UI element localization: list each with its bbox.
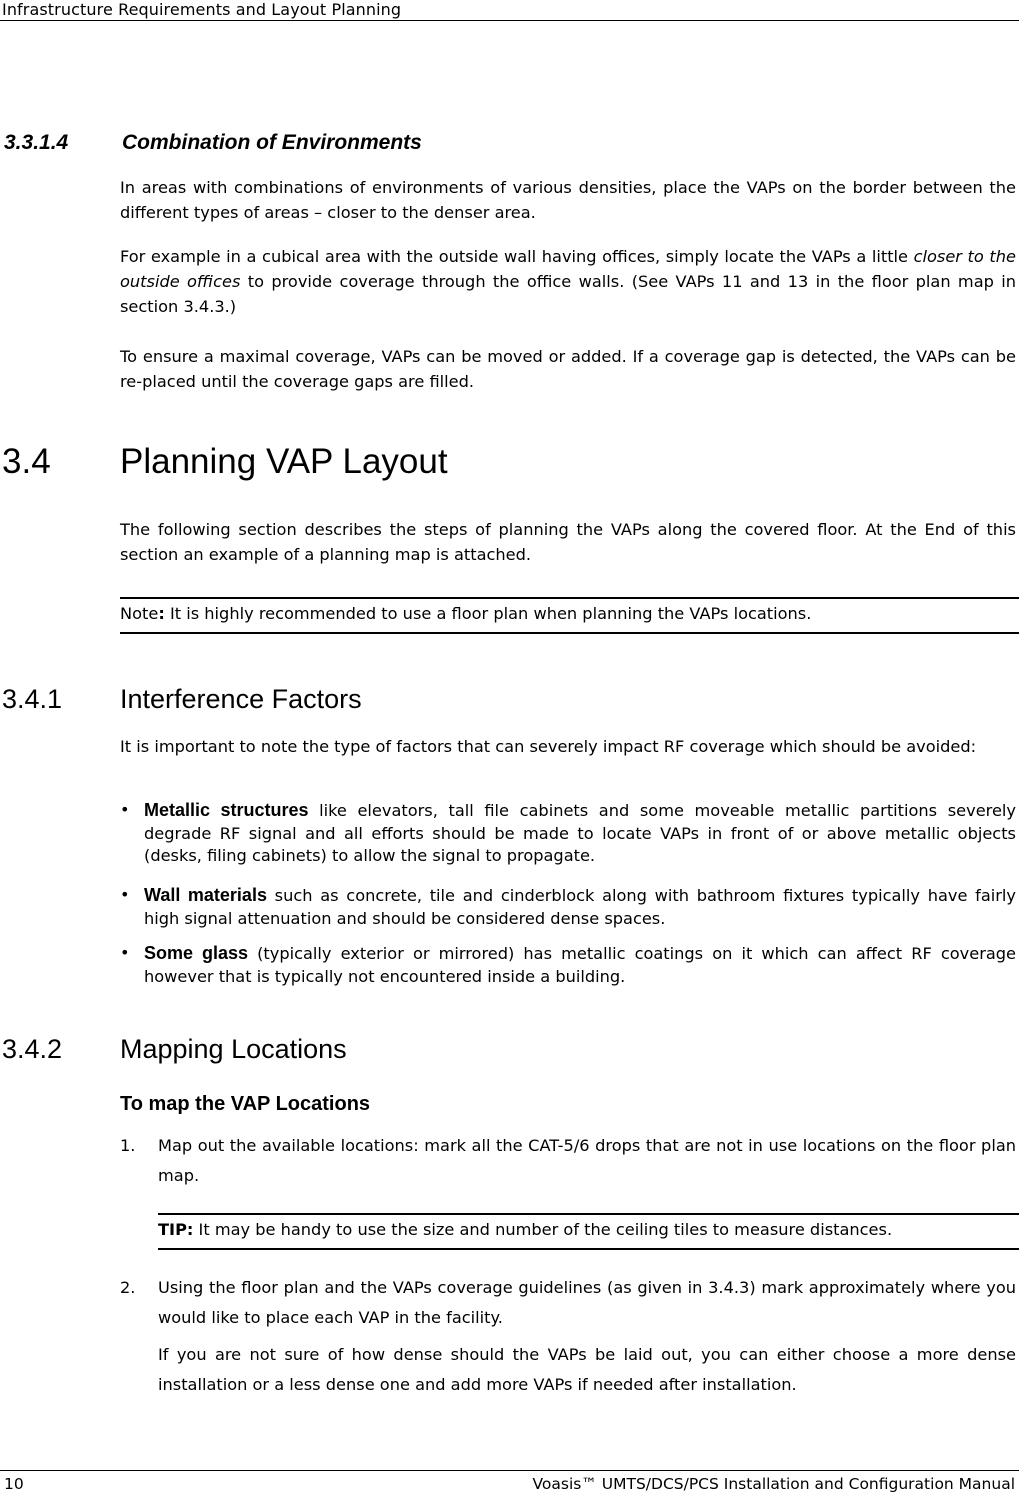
paragraph-text: to provide coverage through the office walls. (See VAPs 11 and 13 in the floor plan map in section 3.4.3.) — [120, 272, 1016, 316]
heading-3-3-1-4 — [4, 131, 422, 155]
bullet-item — [120, 942, 1016, 988]
procedure-title: To map the VAP Locations — [120, 1093, 371, 1115]
tip-label: TIP: — [158, 1220, 194, 1239]
emphasis-text: closer to the outside offices — [120, 247, 1016, 291]
heading-3-4 — [2, 442, 448, 482]
bullet-lead: Metallic structures — [144, 800, 309, 820]
heading-title: Interference Factors — [120, 684, 362, 714]
heading-number: 3.4.1 — [2, 684, 63, 714]
heading-title: Combination of Environments — [122, 131, 422, 154]
step-followup — [120, 1340, 1016, 1400]
bullet-text — [144, 799, 1016, 868]
note-colon: : — [158, 604, 165, 623]
bullet-body: like elevators, tall file cabinets and some moveable metallic partitions severely degrade RF signal and all efforts should be made to locate VAPs in front of or above metallic objects (desks, filing cabinets) to allow the signal to propagate. — [144, 801, 1016, 865]
tip-content — [158, 1220, 892, 1239]
header-rule — [0, 20, 1019, 21]
step-item — [120, 1273, 1016, 1333]
manual-title: Voasis™ UMTS/DCS/PCS Installation and Configuration Manual — [532, 1475, 1015, 1493]
paragraph: The following section describes the steps of planning the VAPs along the covered floor. At the End of this section an example of a planning map is attached. — [120, 520, 1016, 564]
step-item — [120, 1131, 1016, 1191]
paragraph: It is important to note the type of factors that can severely impact RF coverage which should be avoided: — [120, 737, 977, 756]
bullet-body: (typically exterior or mirrored) has metallic coatings on it which can affect RF coverage however that is typically not encountered inside a building. — [144, 944, 1017, 986]
bullet-dot-icon: • — [120, 943, 130, 962]
bullet-dot-icon: • — [120, 885, 130, 904]
step-text: Using the floor plan and the VAPs coverage guidelines (as given in 3.4.3) mark approximately where you would like to place each VAP in the facility. — [158, 1278, 1016, 1327]
tip-box — [158, 1213, 1019, 1250]
heading-number: 3.4.2 — [2, 1034, 63, 1064]
bullet-text — [144, 942, 1016, 988]
heading-number: 3.3.1.4 — [4, 131, 69, 154]
note-box — [120, 597, 1019, 634]
note-text: It is highly recommended to use a floor plan when planning the VAPs locations. — [164, 604, 812, 623]
paragraph: To ensure a maximal coverage, VAPs can be moved or added. If a coverage gap is detected, the VAPs can be re-placed until the coverage gaps are filled. — [120, 347, 1016, 391]
bullet-item — [120, 884, 1016, 930]
heading-3-4-2 — [2, 1034, 347, 1065]
running-header: Infrastructure Requirements and Layout Planning — [2, 0, 402, 19]
step-number: 2. — [120, 1278, 136, 1297]
bullet-text — [144, 884, 1016, 930]
note-content — [120, 604, 811, 623]
step-followup-text: If you are not sure of how dense should the VAPs be laid out, you can either choose a more dense installation or a less dense one and add more VAPs if needed after installation. — [158, 1345, 1016, 1394]
step-number: 1. — [120, 1136, 136, 1155]
page-number: 10 — [4, 1475, 24, 1493]
tip-text: It may be handy to use the size and number of the ceiling tiles to measure distances. — [193, 1220, 893, 1239]
footer-rule — [0, 1470, 1019, 1471]
bullet-lead: Wall materials — [144, 885, 267, 905]
heading-title: Planning VAP Layout — [120, 442, 448, 481]
bullet-lead: Some glass — [144, 943, 248, 963]
bullet-item — [120, 799, 1016, 868]
heading-3-4-1 — [2, 684, 362, 715]
paragraph: In areas with combinations of environments of various densities, place the VAPs on the border between the different types of areas – closer to the denser area. — [120, 178, 1016, 222]
heading-title: Mapping Locations — [120, 1034, 347, 1064]
bullet-body: such as concrete, tile and cinderblock along with bathroom fixtures typically have fairly high signal attenuation and should be considered dense spaces. — [144, 886, 1016, 928]
heading-number: 3.4 — [2, 442, 51, 481]
bullet-dot-icon: • — [120, 800, 130, 819]
paragraph-text: For example in a cubical area with the outside wall having offices, simply locate the VAPs a little — [120, 247, 914, 266]
note-label: Note — [120, 604, 159, 623]
step-text: Map out the available locations: mark all the CAT-5/6 drops that are not in use locations on the floor plan map. — [158, 1136, 1016, 1185]
paragraph — [120, 244, 1016, 319]
